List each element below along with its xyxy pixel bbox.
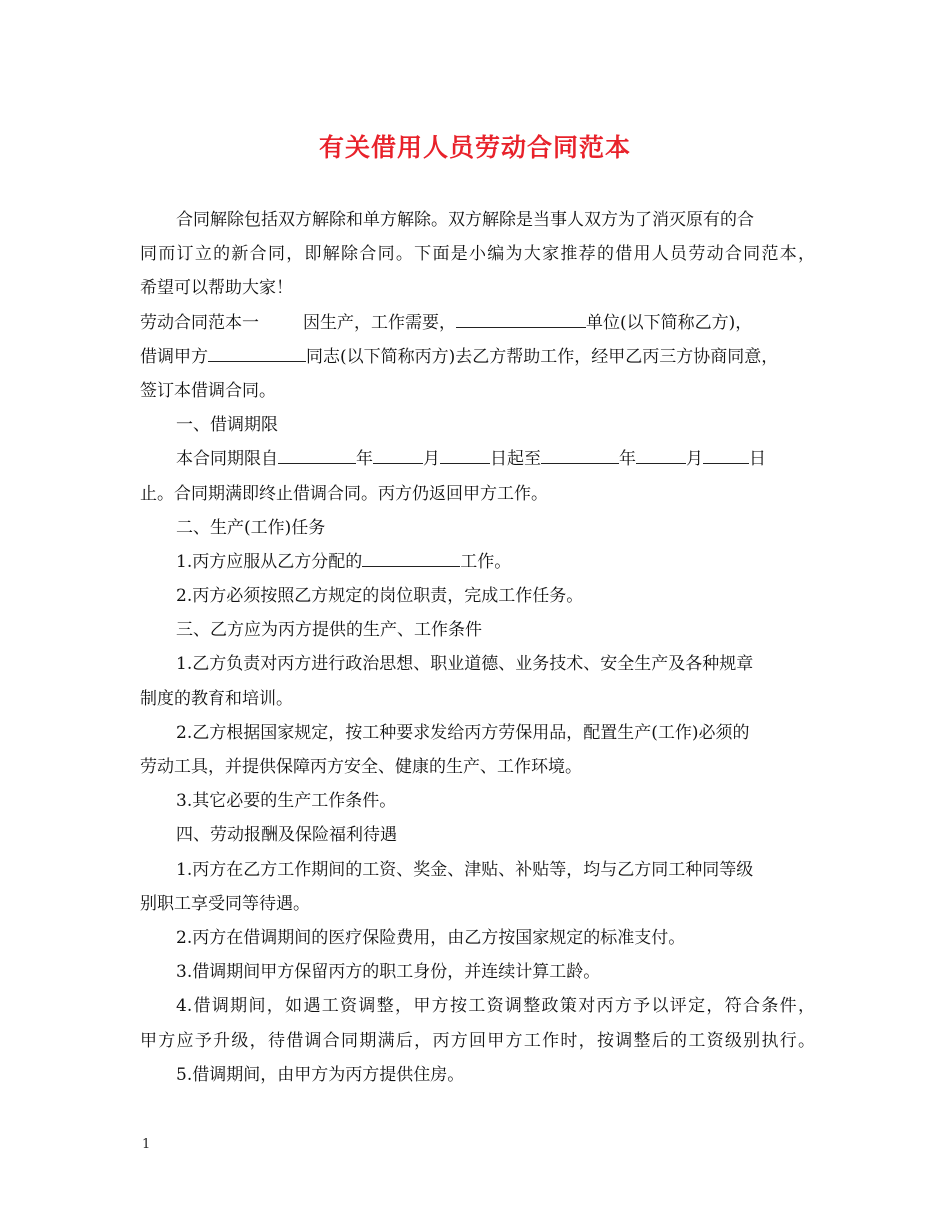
section-heading — [140, 408, 815, 442]
paragraph-line — [140, 989, 815, 1023]
paragraph-line — [140, 203, 815, 237]
text-segment: 别职工享受同等待遇。 — [140, 893, 310, 914]
paragraph-line — [140, 579, 815, 613]
paragraph-line — [140, 1024, 815, 1058]
paragraph-line — [140, 340, 815, 374]
text-segment: 同而订立的新合同，即解除合同。下面是小编为大家推荐的借用人员劳动合同范本， — [140, 244, 815, 265]
fill-blank[interactable] — [362, 545, 460, 567]
fill-blank[interactable] — [456, 306, 586, 328]
fill-blank[interactable] — [440, 442, 490, 464]
fill-blank[interactable] — [636, 442, 686, 464]
text-segment: 3.其它必要的生产工作条件。 — [176, 791, 397, 812]
text-segment: 单位(以下简称乙方)， — [586, 312, 753, 333]
section-heading — [140, 613, 815, 647]
text-segment: 1.乙方负责对丙方进行政治思想、职业道德、业务技术、安全生产及各种规章 — [176, 654, 754, 675]
fill-blank[interactable] — [278, 442, 356, 464]
paragraph-line — [140, 477, 815, 511]
paragraph-line — [140, 921, 815, 955]
paragraph-line — [140, 784, 815, 818]
text-segment: 四、劳动报酬及保险福利待遇 — [176, 825, 397, 846]
document-title: 有关借用人员劳动合同范本 — [318, 133, 631, 162]
text-segment: 制度的教育和培训。 — [140, 688, 293, 709]
text-segment: 3.借调期间甲方保留丙方的职工身份，并连续计算工龄。 — [176, 962, 601, 983]
fill-blank[interactable] — [703, 442, 749, 464]
text-segment: 三、乙方应为丙方提供的生产、工作条件 — [176, 620, 482, 641]
text-segment: 工作。 — [460, 551, 512, 572]
paragraph-line — [140, 955, 815, 989]
paragraph-line — [140, 716, 815, 750]
fill-blank[interactable] — [373, 442, 423, 464]
text-segment: 月 — [423, 449, 440, 470]
paragraph-line — [140, 750, 815, 784]
section-label: 劳动合同范本一 — [140, 312, 259, 333]
fill-blank[interactable] — [541, 442, 619, 464]
text-segment: 合同解除包括双方解除和单方解除。双方解除是当事人双方为了消灭原有的合 — [176, 210, 754, 230]
text-segment: 日起至 — [490, 449, 541, 470]
text-segment: 2.丙方必须按照乙方规定的岗位职责，完成工作任务。 — [176, 586, 584, 607]
paragraph-line — [140, 682, 815, 716]
text-segment: 借调甲方 — [140, 346, 208, 367]
text-segment: 因生产，工作需要， — [303, 312, 456, 333]
text-segment: 1.丙方在乙方工作期间的工资、奖金、津贴、补贴等，均与乙方同工种同等级 — [176, 859, 754, 880]
text-segment: 本合同期限自 — [176, 449, 278, 470]
paragraph-line — [140, 442, 815, 476]
fill-blank[interactable] — [208, 340, 306, 362]
paragraph-line — [140, 1058, 815, 1092]
text-segment: 劳动工具，并提供保障丙方安全、健康的生产、工作环境。 — [140, 757, 582, 777]
text-segment: 日 — [749, 449, 766, 470]
paragraph-line — [140, 271, 815, 305]
text-segment: 2.乙方根据国家规定，按工种要求发给丙方劳保用品，配置生产(工作)必须的 — [176, 722, 750, 743]
text-segment: 二、生产(工作)任务 — [176, 517, 326, 538]
paragraph-line — [140, 374, 815, 408]
paragraph-line — [140, 853, 815, 887]
section-heading — [140, 818, 815, 852]
text-segment: 希望可以帮助大家！ — [140, 278, 293, 299]
text-segment: 同志(以下简称丙方)去乙方帮助工作，经甲乙丙三方协商同意， — [306, 346, 779, 367]
text-segment: 止。合同期满即终止借调合同。丙方仍返回甲方工作。 — [140, 483, 548, 504]
text-segment: 甲方应予升级，待借调合同期满后，丙方回甲方工作时，按调整后的工资级别执行。 — [140, 1030, 815, 1051]
text-segment: 年 — [356, 449, 373, 470]
text-segment: 5.借调期间，由甲方为丙方提供住房。 — [176, 1064, 465, 1085]
paragraph-line — [140, 647, 815, 681]
section-heading — [140, 511, 815, 545]
text-segment: 年 — [619, 449, 636, 470]
text-segment: 一、借调期限 — [176, 415, 278, 436]
paragraph-line — [140, 237, 815, 271]
text-segment: 签订本借调合同。 — [140, 380, 276, 401]
paragraph-line — [140, 545, 815, 579]
text-segment: 2.丙方在借调期间的医疗保险费用，由乙方按国家规定的标准支付。 — [176, 927, 686, 948]
paragraph-line — [140, 306, 815, 340]
text-segment: 月 — [686, 449, 703, 470]
page-number: 1 — [142, 1137, 151, 1152]
text-segment: 1.丙方应服从乙方分配的 — [176, 551, 363, 572]
text-segment: 4.借调期间，如遇工资调整，甲方按工资调整政策对丙方予以评定，符合条件， — [176, 996, 815, 1017]
document-body — [140, 203, 815, 1092]
paragraph-line — [140, 887, 815, 921]
